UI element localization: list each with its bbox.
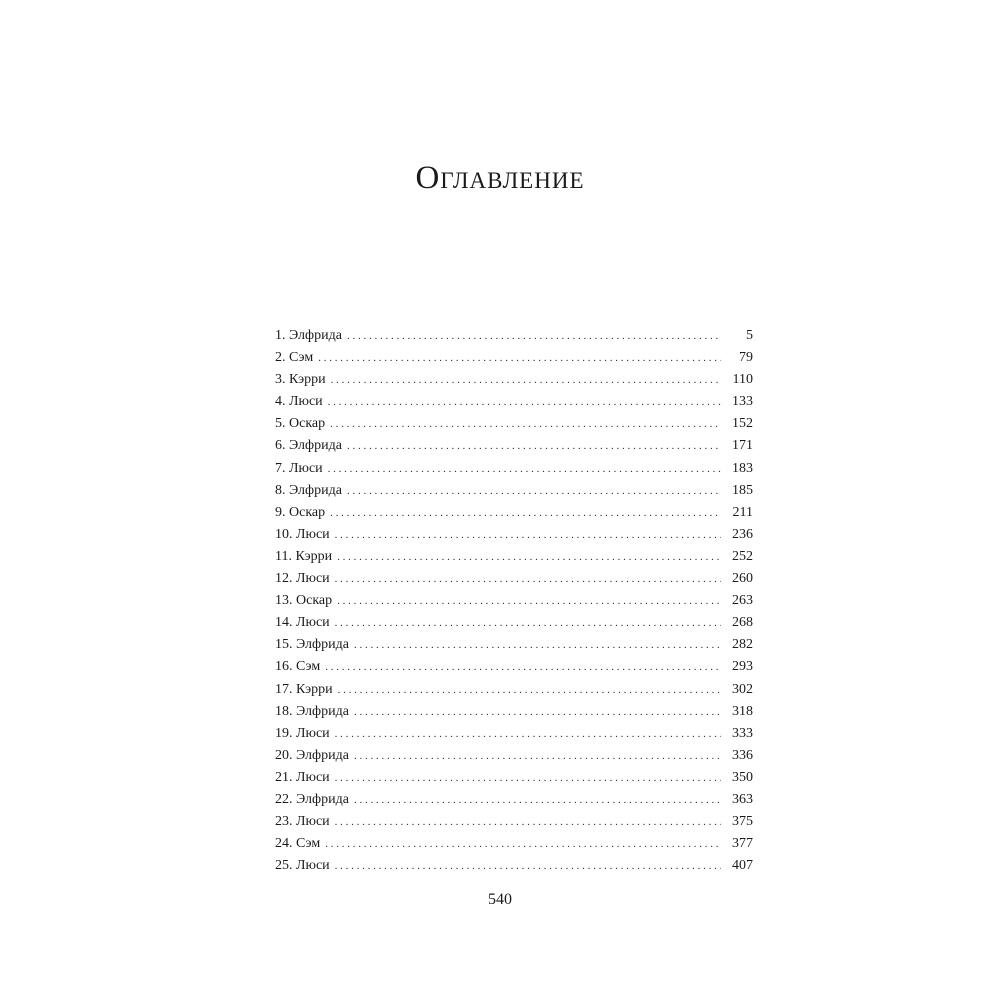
toc-entry-page: 185 (732, 482, 753, 498)
toc-entry (275, 767, 753, 789)
toc-entry (275, 502, 753, 524)
toc-entry (275, 789, 753, 811)
toc-entry-page: 260 (732, 571, 753, 587)
toc-dot-leader (337, 590, 721, 612)
toc-entry-page: 336 (732, 747, 753, 763)
toc-entry-label: 12. Люси (275, 571, 330, 587)
toc-entry-label: 24. Сэм (275, 836, 321, 852)
toc-entry (275, 855, 753, 877)
toc-entry-label: 5. Оскар (275, 416, 326, 432)
toc-entry (275, 347, 753, 369)
toc-dot-leader (337, 546, 721, 568)
toc-entry-page: 282 (732, 637, 753, 653)
toc-dot-leader (331, 369, 721, 391)
toc-entry (275, 413, 753, 435)
toc-entry-page: 268 (732, 615, 753, 631)
toc-dot-leader (325, 656, 721, 678)
toc-entry-page: 263 (732, 593, 753, 609)
toc-entry-page: 5 (746, 328, 753, 343)
toc-entry-label: 15. Элфрида (275, 637, 349, 653)
toc-dot-leader (354, 789, 721, 811)
toc-dot-leader (354, 745, 721, 767)
toc-dot-leader (330, 413, 721, 435)
toc-entry-page: 350 (732, 769, 753, 785)
toc-dot-leader (328, 458, 721, 480)
toc-dot-leader (335, 767, 721, 789)
toc-entry (275, 435, 753, 457)
toc-entry-label: 16. Сэм (275, 659, 321, 675)
toc-entry (275, 391, 753, 413)
toc-entry-page: 183 (732, 460, 753, 476)
toc-entry (275, 634, 753, 656)
table-of-contents (275, 325, 753, 877)
toc-entry (275, 480, 753, 502)
toc-entry (275, 723, 753, 745)
toc-entry-label: 23. Люси (275, 814, 330, 830)
toc-entry-label: 6. Элфрида (275, 438, 342, 454)
toc-entry-page: 211 (732, 504, 753, 520)
toc-entry-label: 1. Элфрида (275, 328, 342, 343)
toc-dot-leader (347, 325, 721, 347)
toc-entry-label: 19. Люси (275, 725, 330, 741)
toc-entry (275, 745, 753, 767)
toc-entry-page: 318 (732, 703, 753, 719)
toc-dot-leader (335, 524, 721, 546)
toc-dot-leader (330, 502, 721, 524)
toc-entry-label: 20. Элфрида (275, 747, 349, 763)
toc-entry (275, 833, 753, 855)
toc-entry-label: 21. Люси (275, 769, 330, 785)
toc-entry-label: 22. Элфрида (275, 791, 349, 807)
toc-entry-label: 2. Сэм (275, 350, 314, 366)
toc-dot-leader (347, 435, 721, 457)
toc-dot-leader (335, 568, 721, 590)
toc-dot-leader (335, 811, 721, 833)
toc-entry-label: 25. Люси (275, 858, 330, 874)
toc-entry-label: 14. Люси (275, 615, 330, 631)
toc-dot-leader (328, 391, 721, 413)
page-number: 540 (488, 891, 512, 908)
toc-dot-leader (338, 679, 721, 701)
toc-entry (275, 811, 753, 833)
toc-entry (275, 590, 753, 612)
toc-entry (275, 612, 753, 634)
toc-entry-label: 13. Оскар (275, 593, 333, 609)
toc-entry (275, 458, 753, 480)
toc-entry (275, 546, 753, 568)
toc-entry (275, 656, 753, 678)
toc-dot-leader (335, 855, 721, 877)
toc-dot-leader (325, 833, 721, 855)
toc-entry-page: 377 (732, 836, 753, 852)
toc-dot-leader (335, 723, 721, 745)
toc-entry-label: 10. Люси (275, 526, 330, 542)
toc-entry-label: 17. Кэрри (275, 681, 333, 697)
toc-entry-page: 171 (732, 438, 753, 454)
toc-entry-page: 333 (732, 725, 753, 741)
toc-entry-page: 302 (732, 681, 753, 697)
toc-entry (275, 679, 753, 701)
toc-entry-label: 4. Люси (275, 394, 323, 410)
toc-dot-leader (354, 634, 721, 656)
toc-entry (275, 524, 753, 546)
toc-entry-page: 375 (732, 814, 753, 830)
toc-entry-label: 11. Кэрри (275, 548, 333, 564)
toc-dot-leader (347, 480, 721, 502)
toc-entry-label: 9. Оскар (275, 504, 326, 520)
toc-entry-page: 133 (732, 394, 753, 410)
toc-dot-leader (318, 347, 721, 369)
toc-dot-leader (354, 701, 721, 723)
toc-entry-page: 363 (732, 791, 753, 807)
toc-entry (275, 369, 753, 391)
page-title: Оглавление (415, 160, 585, 196)
toc-entry-page: 293 (732, 659, 753, 675)
toc-entry (275, 701, 753, 723)
toc-entry-page: 407 (732, 858, 753, 874)
toc-entry-page: 79 (739, 350, 753, 366)
toc-entry-page: 110 (732, 372, 753, 388)
toc-entry-label: 8. Элфрида (275, 482, 342, 498)
toc-entry-page: 236 (732, 526, 753, 542)
toc-entry-label: 3. Кэрри (275, 372, 326, 388)
toc-entry (275, 568, 753, 590)
toc-entry-label: 18. Элфрида (275, 703, 349, 719)
toc-entry-page: 152 (732, 416, 753, 432)
toc-entry (275, 325, 753, 347)
toc-dot-leader (335, 612, 721, 634)
toc-entry-page: 252 (732, 548, 753, 564)
toc-entry-label: 7. Люси (275, 460, 323, 476)
